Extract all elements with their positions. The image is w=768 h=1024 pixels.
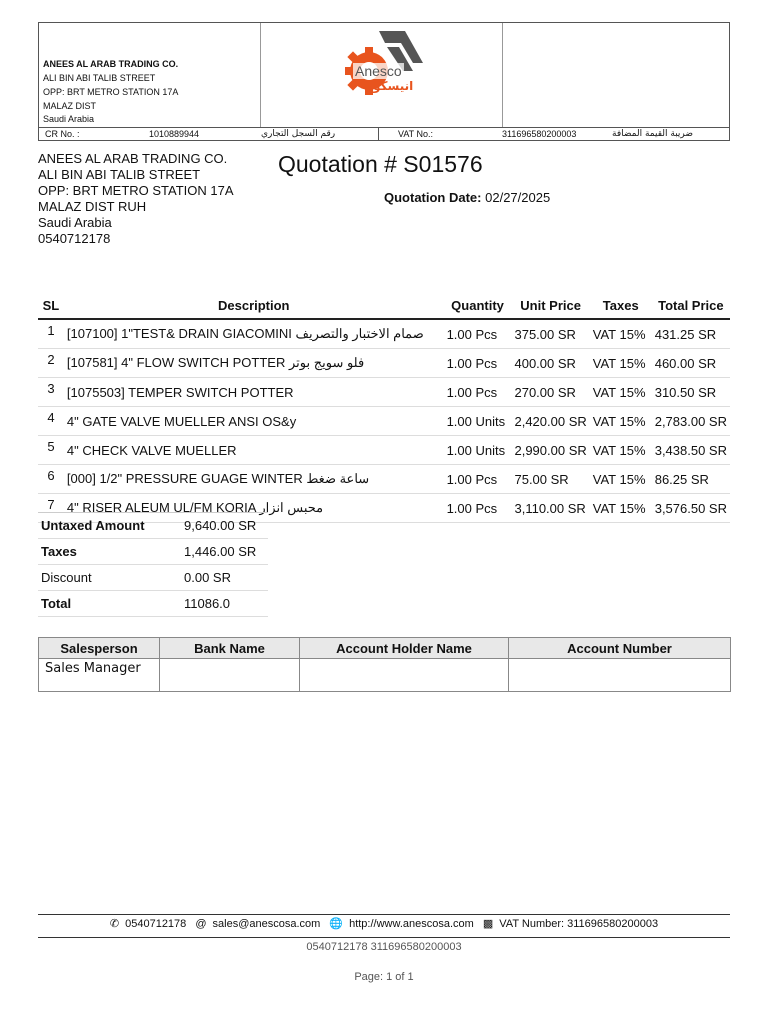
cell-total-price: 431.25 SR [652,319,730,349]
quotation-date-label: Quotation Date: [384,190,482,205]
cell-total-price: 3,438.50 SR [652,436,730,465]
table-row [38,319,730,349]
cell-total-price: 3,576.50 SR [652,494,730,523]
table-row [38,436,730,465]
cell-unit-price: 400.00 SR [511,349,589,378]
cell-quantity: 1.00 Pcs [444,349,512,378]
cell-unit-price: 2,420.00 SR [511,407,589,436]
totals-label: Taxes [38,539,181,565]
cell-taxes: VAT 15% [590,349,652,378]
totals-row-untaxed [38,513,268,539]
document-icon: ▩ [482,918,494,930]
table-row [38,378,730,407]
anesco-logo [339,29,429,99]
cell-total-price: 460.00 SR [652,349,730,378]
cell-description: [1075503] TEMPER SWITCH POTTER [64,378,444,407]
cell-account-number [509,659,731,692]
totals-value: 11086.0 [181,591,268,617]
totals-value: 1,446.00 SR [181,539,268,565]
company-line: OPP: BRT METRO STATION 17A [38,183,234,198]
cell-unit-price: 3,110.00 SR [511,494,589,523]
cell-quantity: 1.00 Units [444,436,512,465]
col-header-salesperson: Salesperson [39,638,160,659]
cell-sl: 2 [38,349,64,378]
phone-icon: ✆ [109,918,120,930]
cell-sl: 7 [38,494,64,523]
cell-taxes: VAT 15% [590,494,652,523]
vat-label: VAT No.: [398,129,434,139]
cell-description: 4" GATE VALVE MUELLER ANSI OS&y [64,407,444,436]
cell-sl: 6 [38,465,64,494]
order-lines-table [38,292,730,523]
col-header-account-holder: Account Holder Name [300,638,509,659]
cell-total-price: 310.50 SR [652,378,730,407]
header-address-line: ANEES AL ARAB TRADING CO. [43,59,179,69]
cell-salesperson: Sales Manager [39,659,160,692]
header-address [43,57,178,125]
totals-row-taxes [38,539,268,565]
table-row [39,659,731,692]
cell-description: [000] 1/2" PRESSURE GUAGE WINTER ساعة ضغط [64,465,444,494]
cell-taxes: VAT 15% [590,436,652,465]
col-header-taxes: Taxes [590,292,652,319]
company-line: Saudi Arabia [38,215,112,230]
cell-unit-price: 270.00 SR [511,378,589,407]
footer-phone: 0540712178 [125,918,187,930]
vat-value: 311696580200003 [502,129,577,139]
cell-description: [107581] 4" FLOW SWITCH POTTER فلو سويج بوتر [64,349,444,378]
cell-account-holder [300,659,509,692]
totals-label: Untaxed Amount [38,513,181,539]
page-number: Page: 1 of 1 [354,971,414,983]
header-address-line: Saudi Arabia [43,114,95,124]
cell-quantity: 1.00 Pcs [444,494,512,523]
cell-unit-price: 2,990.00 SR [511,436,589,465]
cr-label: CR No. : [45,129,80,139]
cell-quantity: 1.00 Pcs [444,465,512,494]
cell-total-price: 86.25 SR [652,465,730,494]
totals-value: 9,640.00 SR [181,513,268,539]
header-address-line: OPP: BRT METRO STATION 17A [43,87,179,97]
company-address [38,151,234,247]
totals-value: 0.00 SR [181,565,268,591]
header-address-line: MALAZ DIST [43,101,97,111]
company-line: MALAZ DIST RUH [38,199,147,214]
footer-divider [38,914,730,915]
cell-quantity: 1.00 Pcs [444,378,512,407]
divider [502,23,503,127]
email-icon: @ [195,918,207,930]
cell-description: 4" RISER ALEUM UL/FM KORIA محبس انزار [64,494,444,523]
company-line: ANEES AL ARAB TRADING CO. [38,151,228,166]
divider [260,23,261,127]
cr-label-ar: رقم السجل التجاري [261,129,336,139]
divider [378,127,379,141]
cell-taxes: VAT 15% [590,465,652,494]
cell-sl: 4 [38,407,64,436]
globe-icon: 🌐 [329,918,344,930]
letterhead [38,22,730,141]
table-row [38,465,730,494]
footer-divider [38,937,730,938]
cell-unit-price: 375.00 SR [511,319,589,349]
cell-sl: 5 [38,436,64,465]
quotation-date-value: 02/27/2025 [485,190,551,205]
logo-text-en: Anesco [355,63,402,79]
cell-quantity: 1.00 Units [444,407,512,436]
table-row [38,407,730,436]
cell-sl: 3 [38,378,64,407]
cell-taxes: VAT 15% [590,319,652,349]
quotation-date [384,190,550,205]
cell-unit-price: 75.00 SR [511,465,589,494]
footer-contact [0,917,768,930]
company-phone: 0540712178 [38,231,111,246]
totals-row-total [38,591,268,617]
totals-row-discount [38,565,268,591]
salesperson-bank-table [38,637,731,692]
col-header-unit-price: Unit Price [511,292,589,319]
cell-taxes: VAT 15% [590,378,652,407]
footer-sub: 0540712178 311696580200003 [306,941,462,953]
vat-label-ar: ضريبة القيمة المضافة [612,129,694,139]
totals-label: Total [38,591,181,617]
totals-label: Discount [38,565,181,591]
col-header-quantity: Quantity [444,292,512,319]
col-header-total-price: Total Price [652,292,730,319]
table-header-row [39,638,731,659]
footer-vat: VAT Number: 311696580200003 [499,918,659,930]
totals-table [38,512,268,617]
footer-website[interactable]: http://www.anescosa.com [349,918,474,930]
cell-taxes: VAT 15% [590,407,652,436]
cell-bank-name [160,659,300,692]
col-header-sl: SL [38,292,64,319]
table-row [38,349,730,378]
footer-email[interactable]: sales@anescosa.com [212,918,321,930]
cell-sl: 1 [38,319,64,349]
cell-quantity: 1.00 Pcs [444,319,512,349]
cell-description: 4" CHECK VALVE MUELLER [64,436,444,465]
cr-value: 1010889944 [149,129,200,139]
table-header-row [38,292,730,319]
col-header-description: Description [64,292,444,319]
col-header-account-number: Account Number [509,638,731,659]
cell-total-price: 2,783.00 SR [652,407,730,436]
logo-text-ar: انيسكو [373,79,414,93]
quotation-title: Quotation # S01576 [278,151,483,177]
cell-description: [107100] 1"TEST& DRAIN GIACOMINI صمام الاختبار والتصريف [64,319,444,349]
company-line: ALI BIN ABI TALIB STREET [38,167,201,182]
col-header-bank-name: Bank Name [160,638,300,659]
header-address-line: ALI BIN ABI TALIB STREET [43,73,156,83]
